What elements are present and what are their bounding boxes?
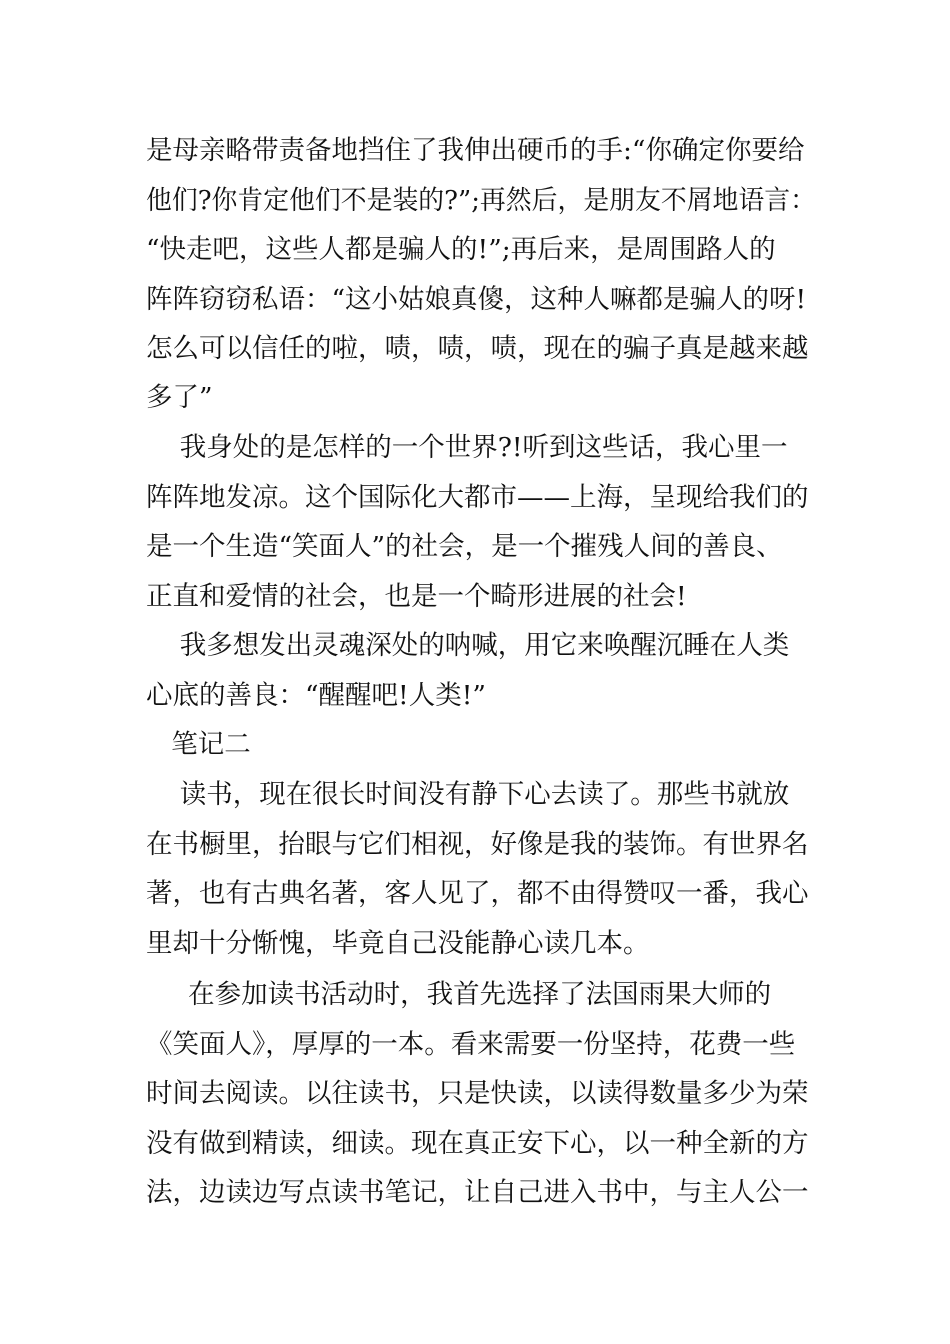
text-line: 在书橱里，抬眼与它们相视，好像是我的装饰。有世界名 bbox=[146, 829, 809, 860]
text-line: 时间去阅读。以往读书，只是快读，以读得数量多少为荣 bbox=[146, 1078, 809, 1109]
text-line: 我身处的是怎样的一个世界?!听到这些话，我心里一 bbox=[146, 432, 788, 463]
text-line: 里却十分惭愧，毕竟自己没能静心读几本。 bbox=[146, 928, 650, 959]
text-line: 阵阵地发凉。这个国际化大都市——上海，呈现给我们的 bbox=[146, 482, 809, 513]
text-line: 他们?你肯定他们不是装的?”;再然后，是朋友不屑地语言： bbox=[146, 185, 816, 216]
text-line: 是母亲略带责备地挡住了我伸出硬币的手:“你确定你要给 bbox=[146, 135, 805, 166]
text-line: 读书，现在很长时间没有静下心去读了。那些书就放 bbox=[146, 779, 790, 810]
text-line: 怎么可以信任的啦，啧，啧，啧，现在的骗子真是越来越 bbox=[146, 333, 809, 364]
text-line: 心底的善良：“醒醒吧!人类!” bbox=[146, 680, 486, 711]
text-line: 《笑面人》，厚厚的一本。看来需要一份坚持，花费一些 bbox=[146, 1029, 796, 1060]
text-line: 多了” bbox=[146, 382, 213, 413]
text-line: 在参加读书活动时，我首先选择了法国雨果大师的 bbox=[146, 979, 772, 1010]
text-line: 著，也有古典名著，客人见了，都不由得赞叹一番，我心 bbox=[146, 878, 809, 909]
text-line: “快走吧，这些人都是骗人的!”;再后来，是周围路人的 bbox=[146, 234, 776, 265]
text-line: 阵阵窃窃私语：“这小姑娘真傻，这种人嘛都是骗人的呀! bbox=[146, 284, 807, 315]
section-heading: 笔记二 bbox=[146, 729, 251, 760]
text-line: 我多想发出灵魂深处的呐喊，用它来唤醒沉睡在人类 bbox=[146, 630, 790, 661]
text-line: 法，边读边写点读书笔记，让自己进入书中，与主人公一 bbox=[146, 1177, 809, 1208]
text-line: 没有做到精读，细读。现在真正安下心，以一种全新的方 bbox=[146, 1128, 809, 1159]
text-line: 正直和爱情的社会，也是一个畸形进展的社会! bbox=[146, 581, 687, 612]
text-line: 是一个生造“笑面人”的社会，是一个摧残人间的善良、 bbox=[146, 531, 783, 562]
